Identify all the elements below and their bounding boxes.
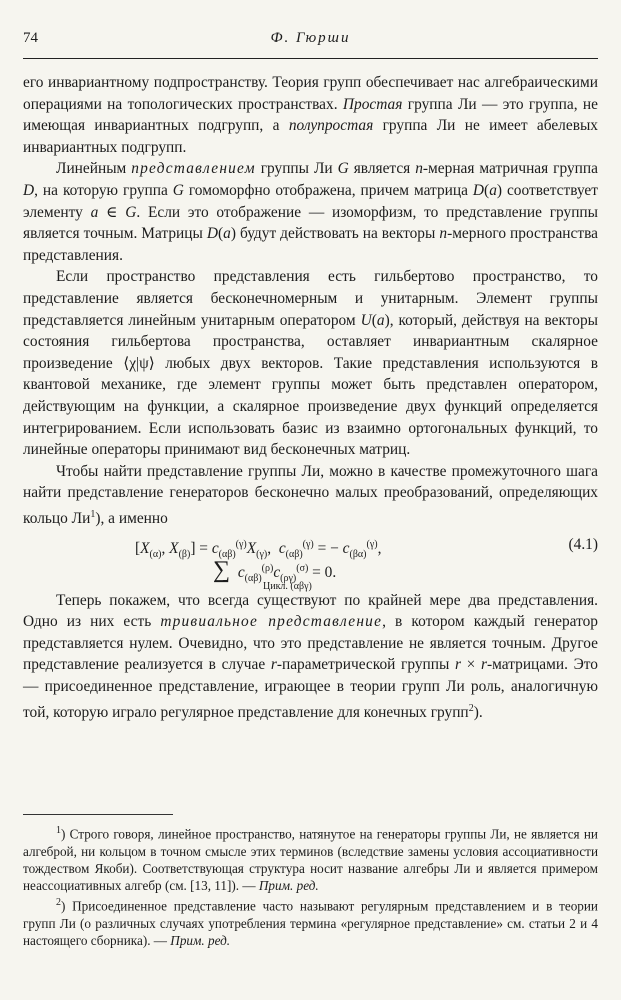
italic-span: G [337, 160, 349, 178]
italic-span: r [270, 656, 277, 674]
footnote-ref: 1 [56, 825, 61, 836]
text-span: -параметрической группы [276, 656, 456, 674]
text-span: ) Строго говоря, линейное пространство, натянутое на генераторы группы Ли, не является ни алгеброй, ни кольцом в точном смысле этих терминов (вследствие замены условия ассоциативности тождеством Якоби). Соответствующая структура носит название алгебры Ли и является примером неассоциативных алгебр (см. [13, 11]). — [23, 826, 598, 893]
italic-span: D [206, 225, 218, 243]
footnote-ref: 1 [90, 508, 96, 520]
italic-span: a [376, 311, 385, 329]
italic-span: G [172, 181, 184, 199]
italic-span: Прим. ред. [258, 878, 319, 893]
italic-span: a [90, 203, 99, 221]
footnote [23, 822, 598, 894]
text-span: ) будут действовать на векторы [230, 225, 440, 243]
text-span: -мерного пространства представления. [23, 225, 598, 264]
page-number: 74 [23, 30, 38, 46]
text-span: ( [484, 181, 490, 199]
header-rule [23, 58, 598, 59]
body-text [23, 72, 598, 723]
equation-jacobi: ∑ $c_{(\alpha\beta)}^{(\rho)}c_{(\rho\gamma)}^{(\sigma)} = 0$. [213, 556, 337, 584]
text-span: Линейным [56, 160, 132, 178]
italic-span: a [223, 225, 231, 243]
paragraph [23, 590, 598, 724]
running-head: Ф. Гюрши [270, 30, 351, 46]
footnote-ref: 2 [56, 897, 61, 909]
paragraph [23, 72, 598, 158]
italic-span: U [360, 311, 372, 329]
text-span: Чтобы найти представление группы Ли, можно в качестве промежуточного шага найти представление генераторов бесконечно малых преобразований, определяющих кольцо Ли [23, 462, 598, 527]
text-span: × [461, 656, 482, 674]
italic-span: D [472, 181, 485, 199]
footnote-rule [23, 814, 173, 815]
italic-span: n [439, 225, 448, 243]
page-header [23, 30, 598, 52]
italic-span: полупростая [288, 117, 374, 135]
emphasis-span: тривиальное представление [160, 613, 383, 631]
paragraph [23, 461, 598, 530]
paragraph [23, 266, 598, 460]
text-span: -мерная матричная группа [422, 160, 598, 178]
text-span: . Если это отображение — изоморфизм, то представление группы является точным. Матрицы [23, 203, 599, 243]
text-span: ( [217, 225, 224, 243]
paragraph [23, 158, 598, 266]
equation-number: (4.1) [568, 535, 598, 553]
footnotes [23, 822, 598, 949]
text-span: , в котором каждый генератор представляется нулем. Очевидно, что это представление не является точным. Другое представление реализуется в случае [23, 613, 599, 674]
italic-span: Простая [342, 95, 403, 113]
italic-span: n [415, 160, 423, 178]
text-span: ), который, действуя на векторы состояния гильбертова пространства, оставляет инвариантным скалярное произведение ⟨χ|ψ⟩ любых двух векторов. Такие представления используются в квантовой механике, где элемент группы может быть представлен оператором, действующим на функции, а скалярное произведение двух функций определяется интегрированием. Если использовать базис из взаимно ортогональных функций, то линейные операторы принимают вид бесконечных матриц. [23, 311, 598, 459]
italic-span: r [481, 656, 488, 674]
text-span: ) Присоединенное представление часто называют регулярным представлением и в теории групп Ли (о различных случаях употребления термина «регулярное представление» см. статьи 2 и 4 настоящего сборника). — [23, 898, 598, 948]
footnote-ref: 2 [468, 702, 474, 714]
text-span: Если пространство представления есть гильбертово пространство, то представление является бесконечномерным и унитарным. Элемент группы представляется линейным унитарным оператором [23, 268, 598, 329]
footnote [23, 894, 598, 949]
equation-commutator: [$X_{(\alpha)}$, $X_{(\beta)}] = c_{(\alpha\beta)}^{(\gamma)}X_{(\gamma)}$, $c_{(\alpha\beta)}^{(\gamma)}$ = − $c_{(\beta\alpha)}^{(\gamma)}$, [135, 538, 382, 560]
text-span: ∈ [98, 203, 126, 221]
text-span: , на которую группа [34, 181, 173, 199]
text-span: группа Ли — это группа, не имеющая инвариантных подгрупп, а [23, 95, 599, 135]
emphasis-span: представлением [131, 160, 256, 178]
text-span: ), а именно [95, 510, 168, 527]
text-span: -матрицами. Это — присоединенное представление, играющее в теории групп Ли роль, аналогичную той, которую играло регулярное представление для конечных групп [23, 656, 598, 721]
text-span: гомоморфно отображена, причем матрица [183, 181, 473, 199]
italic-span: Прим. ред. [170, 933, 231, 948]
text-span: группы Ли [255, 160, 338, 178]
text-span: ( [371, 311, 377, 329]
sum-index-label: Цикл. (αβγ) [263, 580, 312, 592]
text-span: ). [473, 703, 483, 721]
text-span: является [348, 160, 416, 178]
equation-4-1 [23, 530, 598, 590]
text-span: ) соответствует элементу [23, 181, 598, 221]
italic-span: r [455, 656, 462, 674]
text-span: группа Ли не имеет абелевых инвариантных подгрупп. [23, 117, 598, 156]
italic-span: G [125, 203, 137, 221]
italic-span: D [23, 181, 35, 199]
text-span: его инвариантному подпространству. Теория групп обеспечивает нас алгебраическими операциями на топологических пространствах. [23, 74, 598, 113]
italic-span: a [489, 181, 497, 199]
text-span: Теперь покажем, что всегда существуют по крайней мере два представления. Одно из них есть [23, 591, 598, 631]
